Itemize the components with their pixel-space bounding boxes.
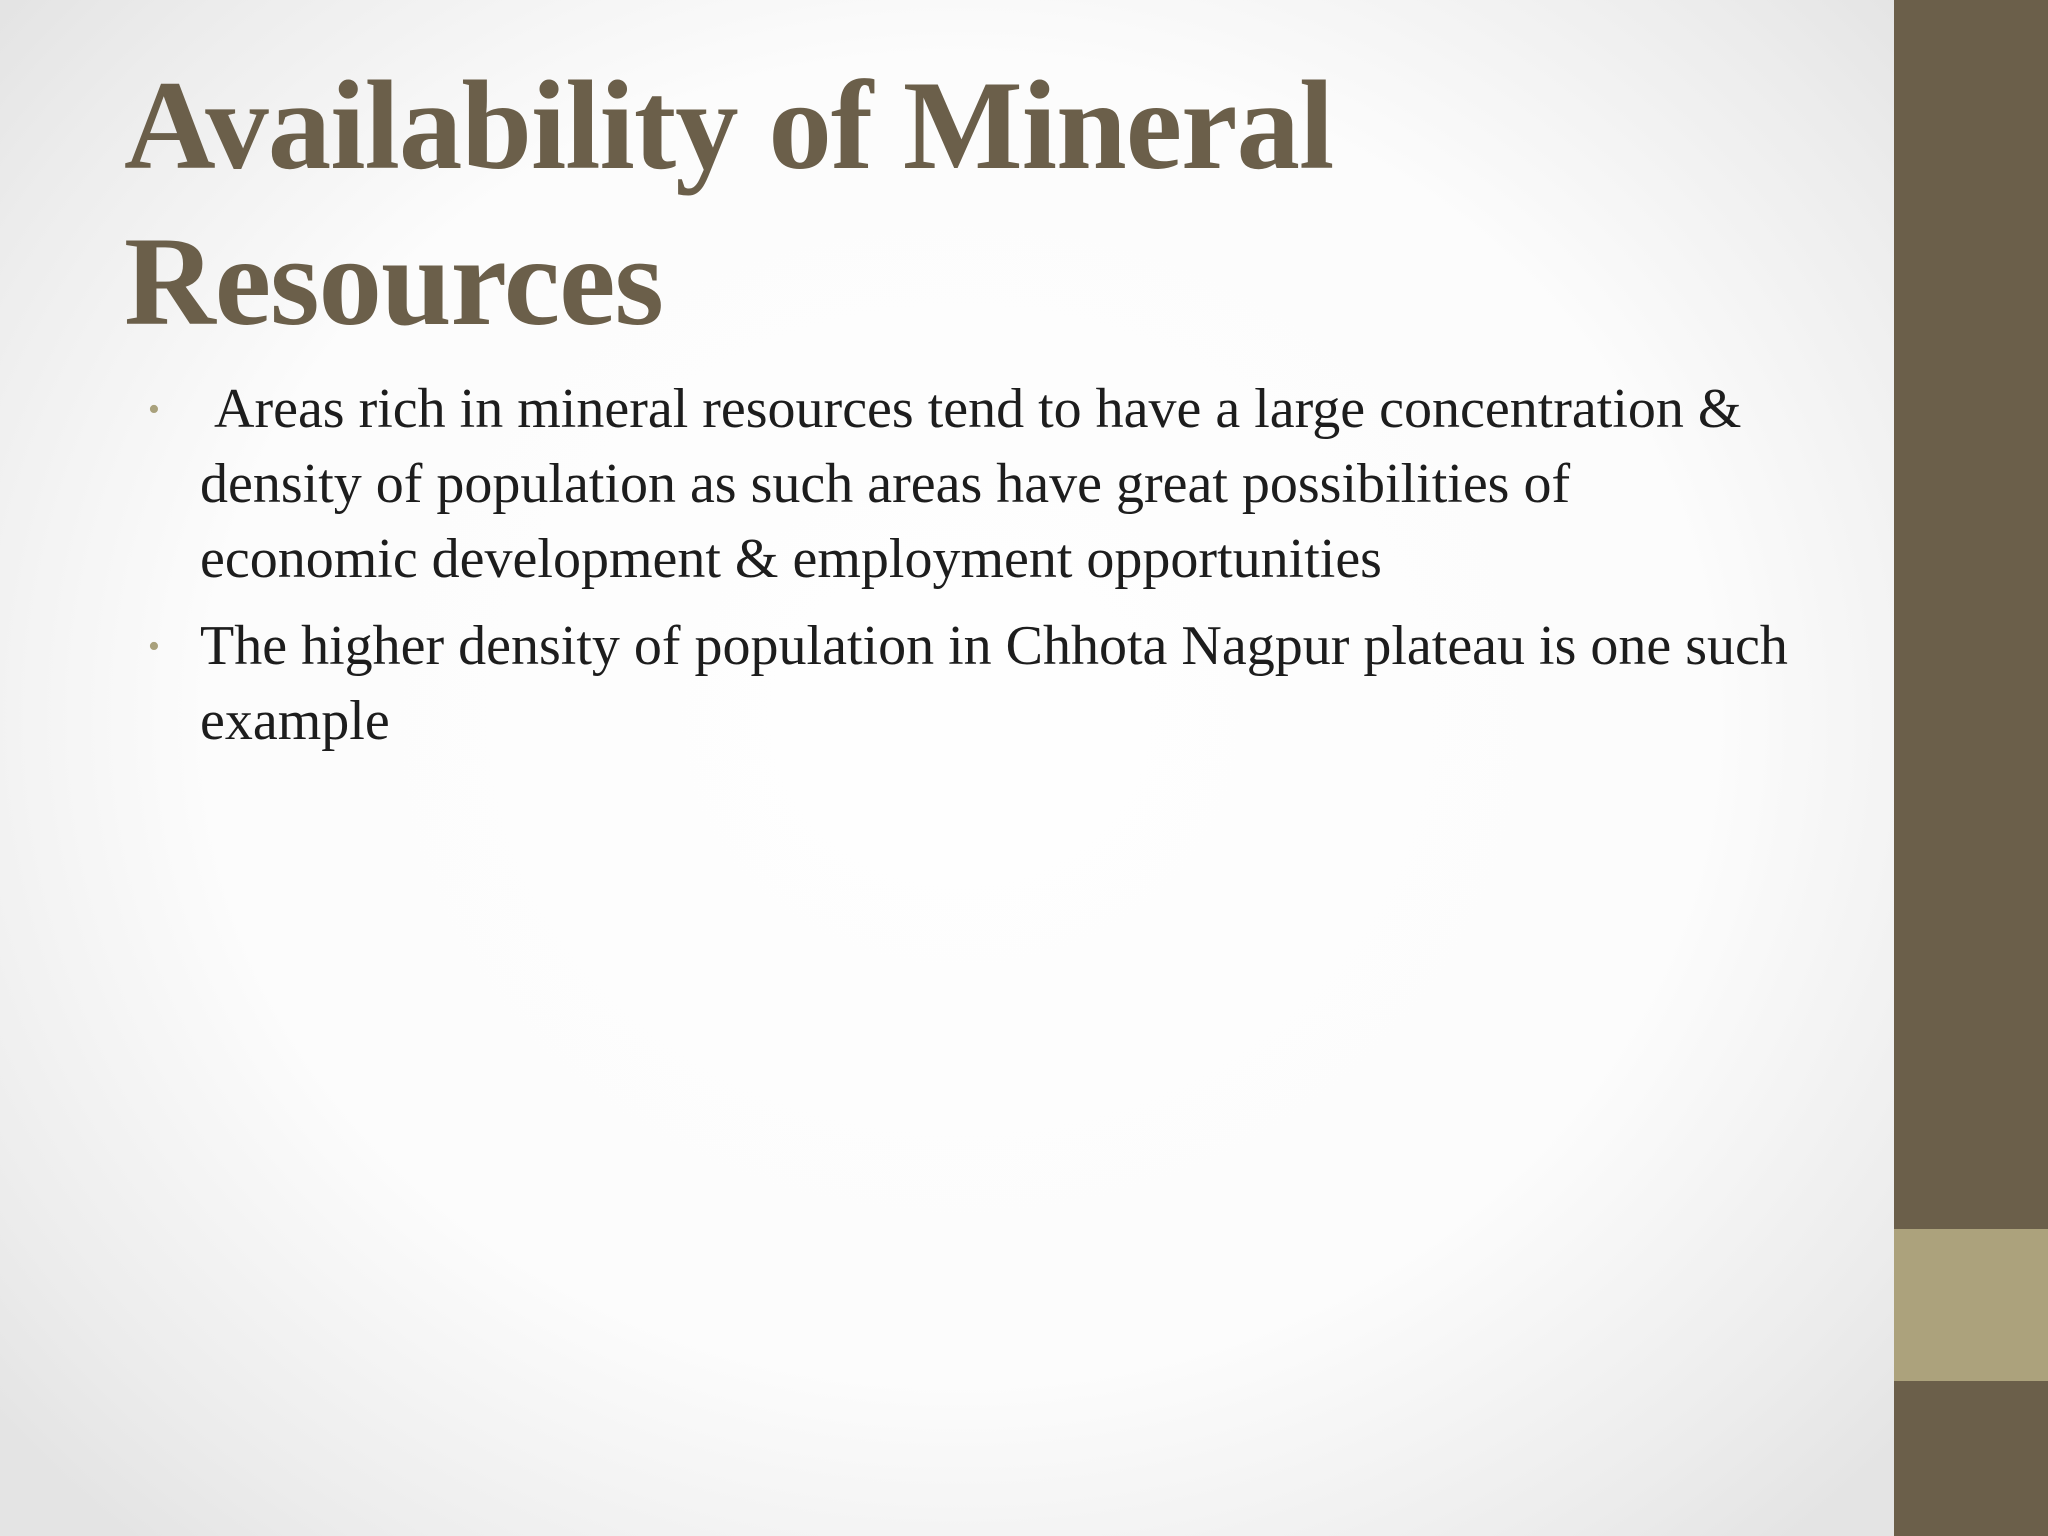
bullet-dot-icon: • [148,391,160,428]
bullet-list [140,372,1790,771]
sidebar-decoration-dark-top [1894,0,2048,1229]
bullet-text: Areas rich in mineral resources tend to have a large concentration & density of population as such areas have great possibilities of economic development & employment opportunities [200,378,1756,590]
bullet-item [140,609,1790,759]
bullet-item [140,372,1790,597]
slide-title [124,48,1824,360]
bullet-dot-icon: • [148,628,160,665]
sidebar-decoration-accent [1894,1229,2048,1381]
sidebar-decoration-dark-bottom [1894,1381,2048,1536]
slide-title-line-1: Availability of Mineral [124,56,1334,196]
bullet-text: The higher density of population in Chhota Nagpur plateau is one such example [200,615,1788,752]
slide-title-line-2: Resources [124,212,663,352]
